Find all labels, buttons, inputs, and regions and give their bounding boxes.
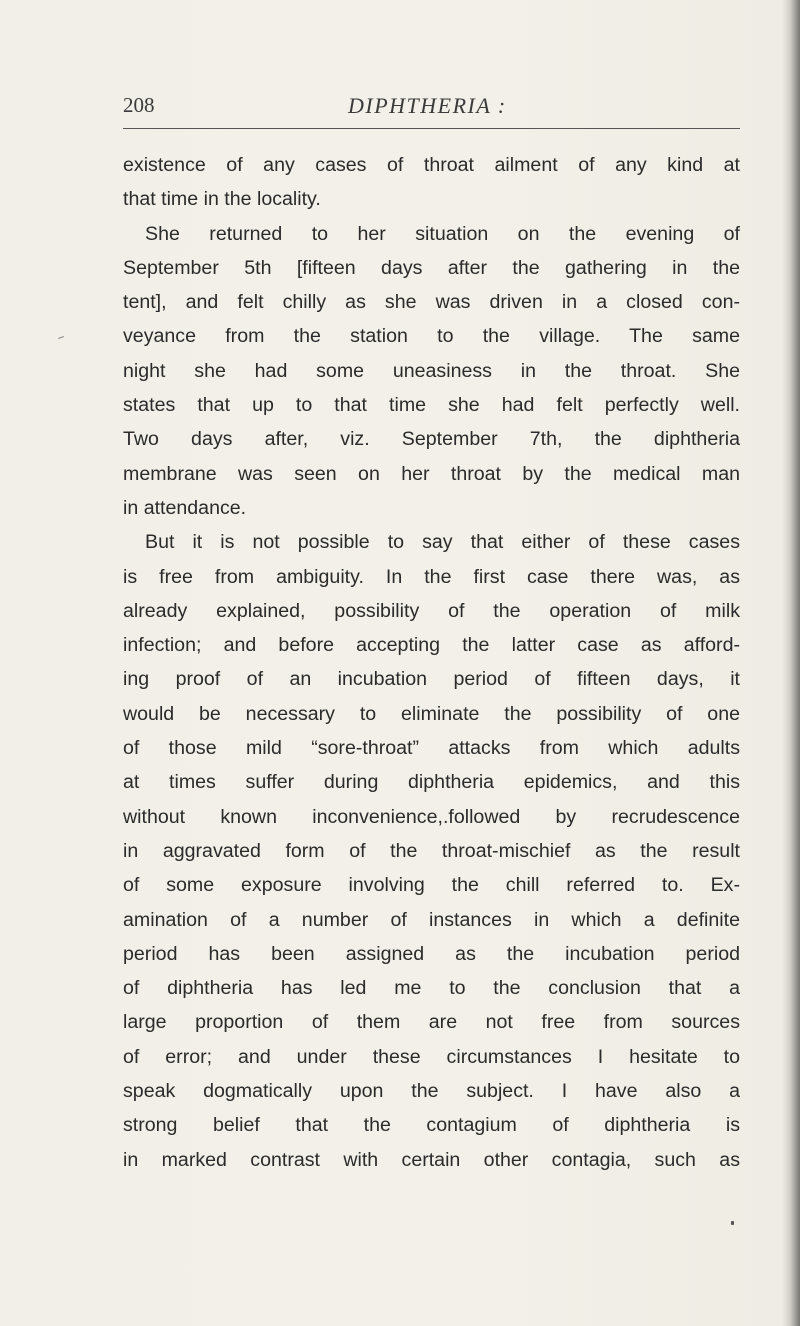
page-header	[123, 93, 741, 119]
body-text	[123, 148, 740, 1177]
text-line: infection; and before accepting the latter case as afford-	[123, 634, 740, 657]
text-line: September 5th [fifteen days after the gathering in the	[123, 256, 740, 279]
text-line: She returned to her situation on the evening of	[145, 222, 740, 245]
text-line: states that up to that time she had felt perfectly well.	[123, 394, 740, 417]
text-line: period has been assigned as the incubation period	[123, 942, 740, 965]
text-line: of diphtheria has led me to the conclusion that a	[123, 977, 740, 1000]
text-line: in attendance.	[123, 496, 247, 519]
text-line: membrane was seen on her throat by the medical man	[123, 462, 740, 485]
paper-speck	[58, 336, 64, 339]
text-line: But it is not possible to say that either of these cases	[145, 531, 740, 554]
text-line: large proportion of them are not free from sources	[123, 1011, 740, 1034]
text-line: amination of a number of instances in which a definite	[123, 908, 740, 931]
text-line: veyance from the station to the village. The same	[123, 325, 740, 348]
text-line: in marked contrast with certain other contagia, such as	[123, 1148, 740, 1171]
text-line: without known inconvenience,.followed by recrudescence	[123, 805, 740, 828]
text-line: existence of any cases of throat ailment of any kind at	[123, 154, 740, 176]
text-line: speak dogmatically upon the subject. I have also a	[123, 1080, 740, 1103]
text-line: of some exposure involving the chill referred to. Ex-	[123, 874, 740, 897]
page-edge-shadow	[782, 0, 800, 1326]
text-line: at times suffer during diphtheria epidemics, and this	[123, 771, 740, 794]
text-line: already explained, possibility of the operation of milk	[123, 599, 740, 622]
text-line: that time in the locality.	[123, 188, 321, 211]
text-line: night she had some uneasiness in the throat. She	[123, 359, 740, 382]
text-line: would be necessary to eliminate the possibility of one	[123, 702, 740, 725]
text-line: Two days after, viz. September 7th, the diphtheria	[123, 428, 740, 451]
text-line: of error; and under these circumstances I hesitate to	[123, 1045, 740, 1068]
running-head: DIPHTHERIA :	[348, 93, 507, 118]
page-number: 208	[123, 93, 155, 117]
paper-speck	[731, 1221, 734, 1225]
header-rule	[123, 128, 740, 129]
text-line: tent], and felt chilly as she was driven in a closed con-	[123, 291, 740, 314]
text-line: ing proof of an incubation period of fifteen days, it	[123, 668, 740, 691]
text-line: is free from ambiguity. In the first case there was, as	[123, 565, 740, 588]
text-line: of those mild “sore-throat” attacks from which adults	[123, 737, 740, 760]
text-line: in aggravated form of the throat-mischief as the result	[123, 839, 740, 862]
text-line: strong belief that the contagium of diphtheria is	[123, 1114, 740, 1137]
